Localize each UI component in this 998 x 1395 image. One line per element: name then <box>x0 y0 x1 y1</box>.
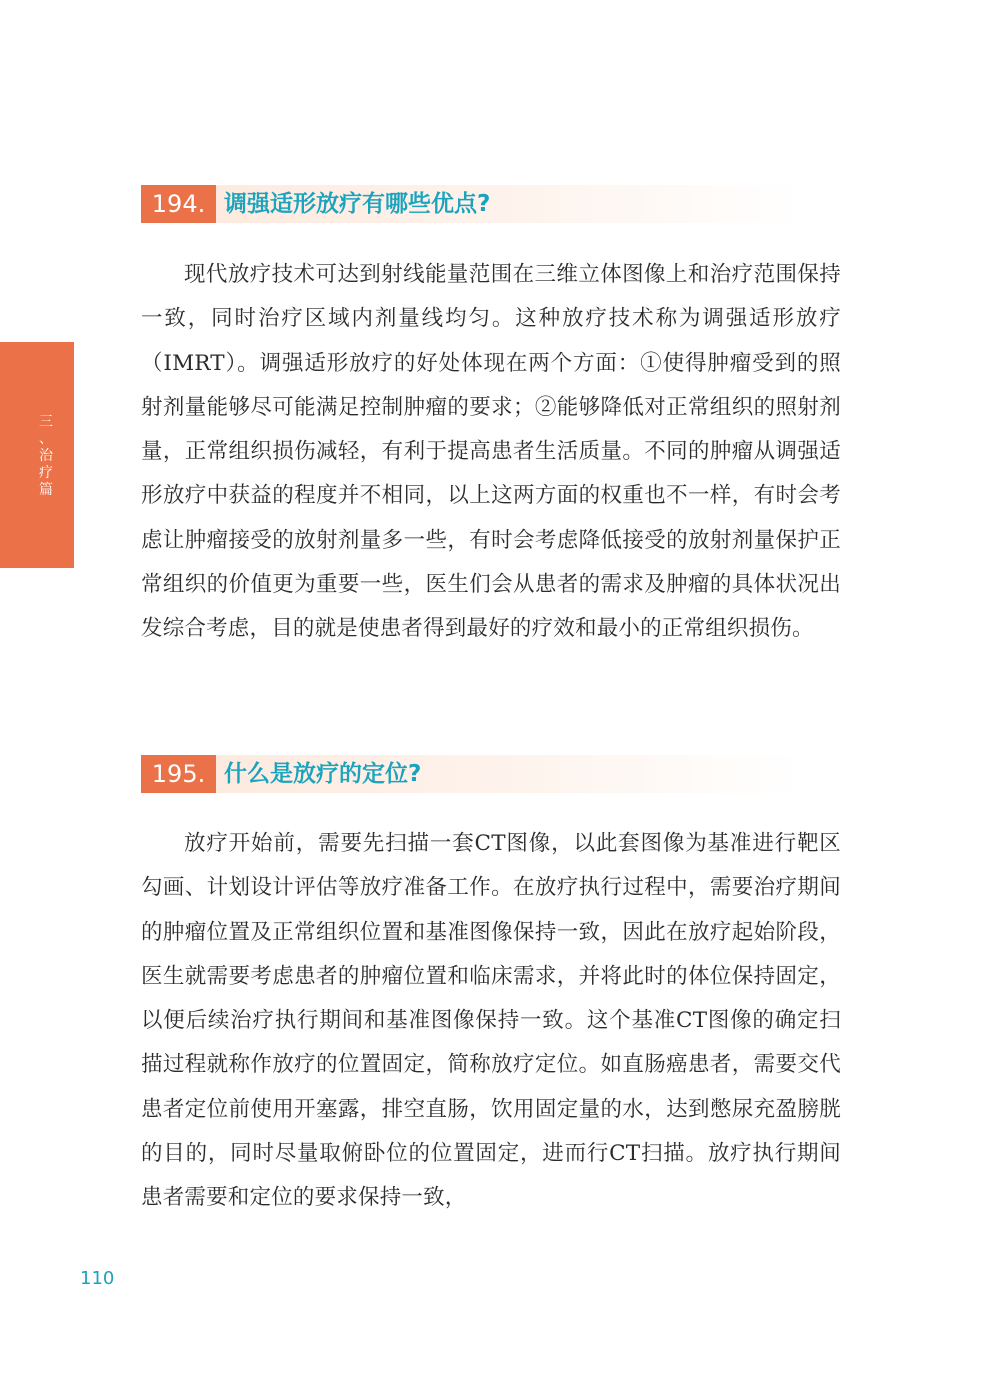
side-tab-char: 篇 <box>39 482 53 498</box>
question-heading-195 <box>141 755 801 793</box>
side-tab-char: 、 <box>39 431 53 447</box>
answer-paragraph-195: 放疗开始前，需要先扫描一套CT图像，以此套图像为基准进行靶区勾画、计划设计评估等放疗准备工作。在放疗执行过程中，需要治疗期间的肿瘤位置及正常组织位置和基准图像保持一致，因此在放疗起始阶段，医生就需要考虑患者的肿瘤位置和临床需求，并将此时的体位保持固定，以便后续治疗执行期间和基准图像保持一致。这个基准CT图像的确定扫描过程就称作放疗的位置固定，简称放疗定位。如直肠癌患者，需要交代患者定位前使用开塞露，排空直肠，饮用固定量的水，达到憋尿充盈膀胱的目的，同时尽量取俯卧位的位置固定，进而行CT扫描。放疗执行期间患者需要和定位的要求保持一致， <box>141 831 841 1211</box>
side-tab-char: 治 <box>39 448 53 464</box>
question-title: 什么是放疗的定位? <box>224 761 422 787</box>
side-tab-char: 疗 <box>39 465 53 481</box>
question-number: 194. <box>141 185 216 223</box>
answer-paragraph-194: 现代放疗技术可达到射线能量范围在三维立体图像上和治疗范围保持一致，同时治疗区域内剂量线均匀。这种放疗技术称为调强适形放疗（IMRT）。调强适形放疗的好处体现在两个方面：①使得肿瘤受到的照射剂量能够尽可能满足控制肿瘤的要求；②能够降低对正常组织的照射剂量，正常组织损伤减轻，有利于提高患者生活质量。不同的肿瘤从调强适形放疗中获益的程度并不相同，以上这两方面的权重也不一样，有时会考虑让肿瘤接受的放射剂量多一些，有时会考虑降低接受的放射剂量保护正常组织的价值更为重要一些，医生们会从患者的需求及肿瘤的具体状况出发综合考虑，目的就是使患者得到最好的疗效和最小的正常组织损伤。 <box>141 262 841 642</box>
chapter-side-tab-label <box>36 414 56 499</box>
page-number: 110 <box>80 1268 115 1289</box>
question-title: 调强适形放疗有哪些优点? <box>224 191 491 217</box>
side-tab-char: 三 <box>39 414 53 430</box>
question-heading-194 <box>141 185 801 223</box>
question-number: 195. <box>141 755 216 793</box>
